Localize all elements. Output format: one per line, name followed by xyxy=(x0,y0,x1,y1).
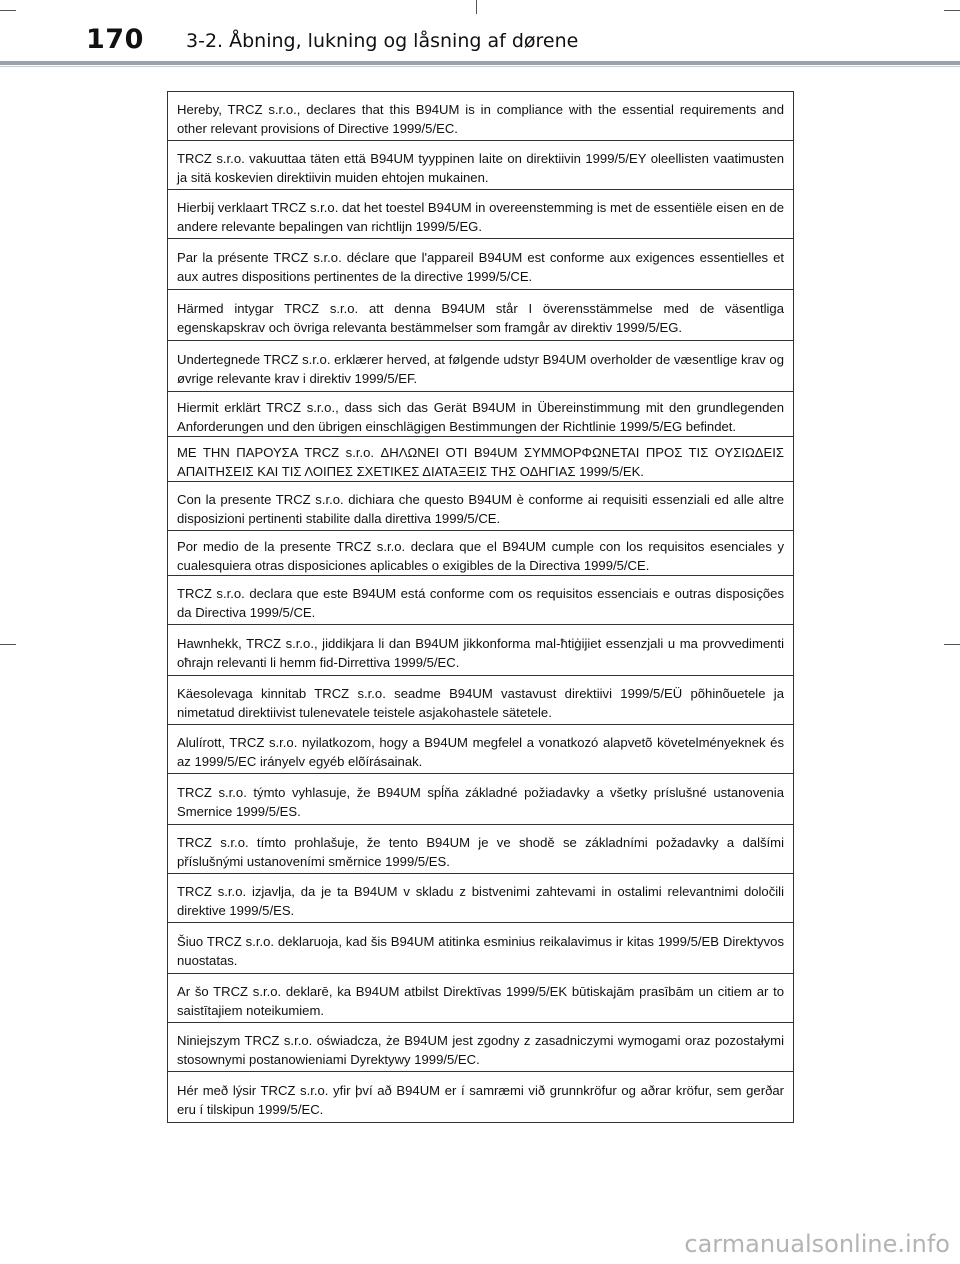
declaration-es: Por medio de la presente TRCZ s.r.o. declara que el B94UM cumple con los requisitos esenciales y cualesquiera otras disposiciones aplicables o exigibles de la Directiva 1999/5/CE. xyxy=(168,531,793,576)
declaration-el: ΜΕ ΤΗΝ ΠΑΡΟΥΣΑ TRCZ s.r.o. ΔΗΛΩΝΕΙ ΟΤΙ B94UM ΣΥΜΜΟΡΦΩΝΕΤΑΙ ΠΡΟΣ ΤΙΣ ΟΥΣΙΩΔΕΙΣ ΑΠΑΙΤΗΣΕΙΣ ΚΑΙ ΤΙΣ ΛΟΙΠΕΣ ΣΧΕΤΙΚΕΣ ΔΙΑΤΑΞΕΙΣ ΤΗΣ ΟΔΗΓΙΑΣ 1999/5/ΕΚ. xyxy=(168,437,793,482)
declaration-sk: TRCZ s.r.o. týmto vyhlasuje, že B94UM spĺňa základné požiadavky a všetky príslušné ustanovenia Smernice 1999/5/ES. xyxy=(168,774,793,825)
declaration-it: Con la presente TRCZ s.r.o. dichiara che questo B94UM è conforme ai requisiti essenziali ed alle altre disposizioni pertinenti stabilite dalla direttiva 1999/5/CE. xyxy=(168,482,793,531)
declaration-et: Käesolevaga kinnitab TRCZ s.r.o. seadme B94UM vastavust direktiivi 1999/5/EÜ põhinõuetele ja nimetatud direktiivist tulenevatele teistele asjakohastele sätetele. xyxy=(168,676,793,725)
declaration-table xyxy=(167,91,794,1123)
declaration-pl: Niniejszym TRCZ s.r.o. oświadcza, że B94UM jest zgodny z zasadniczymi wymogami oraz pozostałymi stosownymi postanowieniami Dyrektywy 1999/5/EC. xyxy=(168,1023,793,1072)
watermark-text: carmanualsonline.info xyxy=(684,1230,950,1258)
declaration-cs: TRCZ s.r.o. tímto prohlašuje, že tento B94UM je ve shodě se základními požadavky a dalšími příslušnými ustanoveními směrnice 1999/5/ES. xyxy=(168,825,793,874)
declaration-sv: Härmed intygar TRCZ s.r.o. att denna B94UM står I överensstämmelse med de väsentliga egenskapskrav och övriga relevanta bestämmelser som framgår av direktiv 1999/5/EG. xyxy=(168,290,793,341)
section-title: 3-2. Åbning, lukning og låsning af dørene xyxy=(186,30,579,52)
crop-mark xyxy=(0,644,16,645)
declaration-lt: Šiuo TRCZ s.r.o. deklaruoja, kad šis B94UM atitinka esminius reikalavimus ir kitas 1999/5/EB Direktyvos nuostatas. xyxy=(168,923,793,974)
declaration-sl: TRCZ s.r.o. izjavlja, da je ta B94UM v skladu z bistvenimi zahtevami in ostalimi relevantnimi določili direktive 1999/5/ES. xyxy=(168,874,793,923)
declaration-hu: Alulírott, TRCZ s.r.o. nyilatkozom, hogy a B94UM megfelel a vonatkozó alapvetõ követelményeknek és az 1999/5/EC irányelv egyéb elõírásainak. xyxy=(168,725,793,774)
declaration-nl: Hierbij verklaart TRCZ s.r.o. dat het toestel B94UM in overeenstemming is met de essentiële eisen en de andere relevante bepalingen van richtlijn 1999/5/EG. xyxy=(168,190,793,239)
page-header xyxy=(0,0,960,68)
declaration-da: Undertegnede TRCZ s.r.o. erklærer herved, at følgende udstyr B94UM overholder de væsentlige krav og øvrige relevante krav i direktiv 1999/5/EF. xyxy=(168,341,793,392)
declaration-lv: Ar šo TRCZ s.r.o. deklarē, ka B94UM atbilst Direktīvas 1999/5/EK būtiskajām prasībām un citiem ar to saistītajiem noteikumiem. xyxy=(168,974,793,1023)
crop-mark xyxy=(944,644,960,645)
header-rule-thin xyxy=(0,66,960,67)
declaration-pt: TRCZ s.r.o. declara que este B94UM está conforme com os requisitos essenciais e outras disposições da Directiva 1999/5/CE. xyxy=(168,576,793,625)
declaration-fi: TRCZ s.r.o. vakuuttaa täten että B94UM tyyppinen laite on direktiivin 1999/5/EY oleellisten vaatimusten ja sitä koskevien direktiivin muiden ehtojen mukainen. xyxy=(168,141,793,190)
declaration-de: Hiermit erklärt TRCZ s.r.o., dass sich das Gerät B94UM in Übereinstimmung mit den grundlegenden Anforderungen und den übrigen einschlägigen Bestimmungen der Richtlinie 1999/5/EG befindet. xyxy=(168,392,793,437)
declaration-en: Hereby, TRCZ s.r.o., declares that this B94UM is in compliance with the essential requirements and other relevant provisions of Directive 1999/5/EC. xyxy=(168,92,793,141)
page-number: 170 xyxy=(86,24,144,55)
header-rule xyxy=(0,61,960,65)
declaration-mt: Hawnhekk, TRCZ s.r.o., jiddikjara li dan B94UM jikkonforma mal-ħtiġijiet essenzjali u ma provvedimenti oħrajn relevanti li hemm fid-Dirrettiva 1999/5/EC. xyxy=(168,625,793,676)
declaration-is: Hér með lýsir TRCZ s.r.o. yfir því að B94UM er í samræmi við grunnkröfur og aðrar kröfur, sem gerðar eru í tilskipun 1999/5/EC. xyxy=(168,1072,793,1123)
declaration-fr: Par la présente TRCZ s.r.o. déclare que l'appareil B94UM est conforme aux exigences essentielles et aux autres dispositions pertinentes de la directive 1999/5/CE. xyxy=(168,239,793,290)
